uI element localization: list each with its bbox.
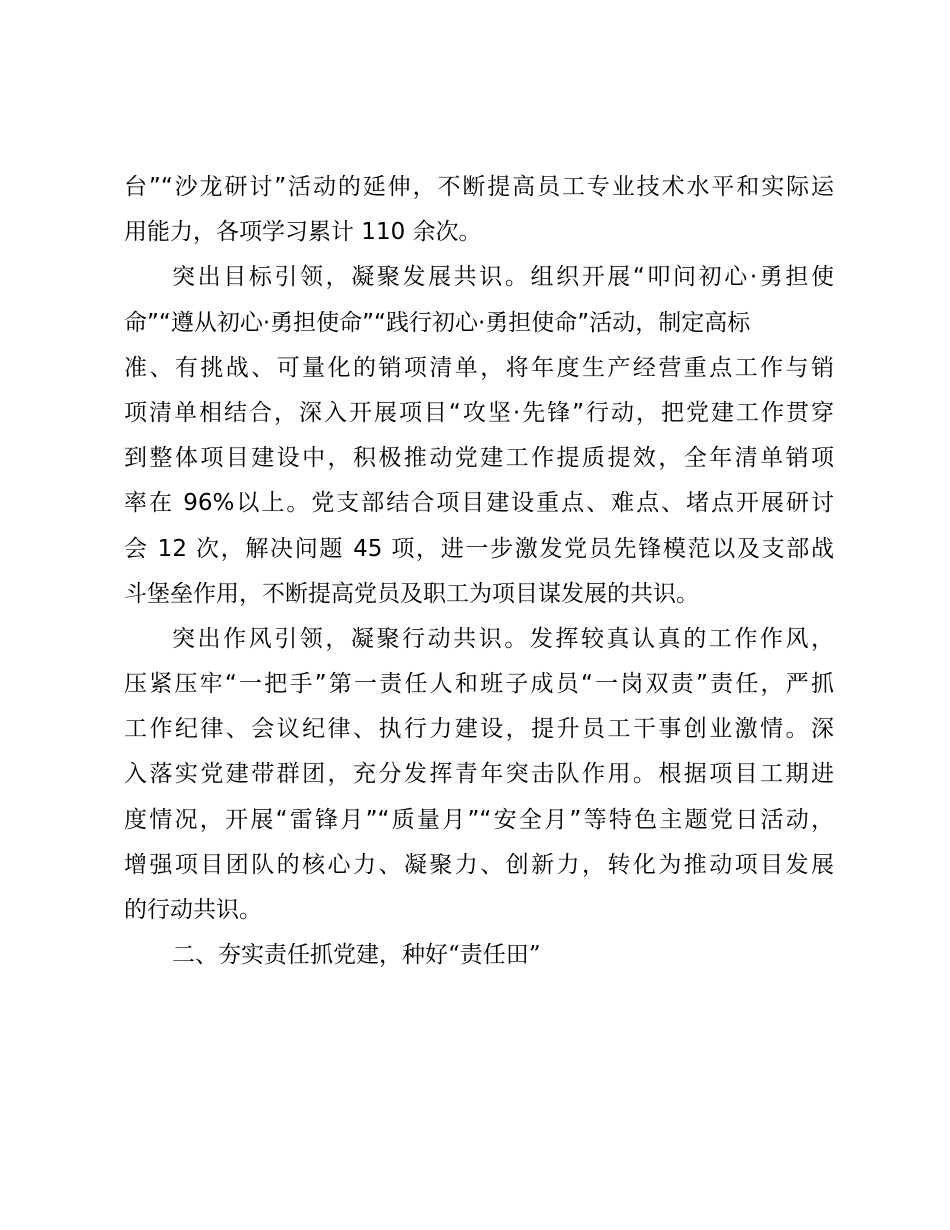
paragraph-start-line: 突出目标引领，凝聚发展共识。组织开展“叩问初心·勇担使 bbox=[172, 264, 834, 291]
paragraph-start-line: 突出作风引领，凝聚行动共识。发挥较真认真的工作作风， bbox=[172, 625, 834, 652]
text-line: 度情况，开展“雷锋月”“质量月”“安全月”等特色主题党日活动， bbox=[124, 806, 834, 833]
text-line: 台”“沙龙研讨”活动的延伸，不断提高员工专业技术水平和实际运 bbox=[124, 174, 834, 200]
text-line: 命”“遵从初心·勇担使命”“践行初心·勇担使命”活动，制定高标 bbox=[124, 309, 751, 336]
text-line: 入落实党建带群团，充分发挥青年突击队作用。根据项目工期进 bbox=[124, 761, 834, 788]
section-heading: 二、夯实责任抓党建，种好“责任田” bbox=[172, 942, 541, 969]
text-line: 到整体项目建设中，积极推动党建工作提质提效，全年清单销项 bbox=[124, 445, 834, 472]
text-line: 用能力，各项学习累计 110 余次。 bbox=[124, 219, 482, 246]
text-line: 会 12 次，解决问题 45 项，进一步激发党员先锋模范以及支部战 bbox=[124, 535, 834, 562]
text-line: 增强项目团队的核心力、凝聚力、创新力，转化为推动项目发展 bbox=[124, 851, 834, 878]
text-line: 斗堡垒作用，不断提高党员及职工为项目谋发展的共识。 bbox=[124, 580, 699, 607]
document-body bbox=[124, 165, 834, 978]
text-line: 压紧压牢“一把手”第一责任人和班子成员“一岗双责”责任，严抓 bbox=[124, 671, 834, 698]
text-line: 的行动共识。 bbox=[124, 897, 262, 923]
text-line: 项清单相结合，深入开展项目“攻坚·先锋”行动，把党建工作贯穿 bbox=[124, 399, 834, 426]
text-line: 工作纪律、会议纪律、执行力建设，提升员工干事创业激情。深 bbox=[124, 716, 834, 743]
text-line: 准、有挑战、可量化的销项清单，将年度生产经营重点工作与销 bbox=[124, 354, 834, 381]
text-line: 率在 96%以上。党支部结合项目建设重点、难点、堵点开展研讨 bbox=[124, 490, 834, 517]
